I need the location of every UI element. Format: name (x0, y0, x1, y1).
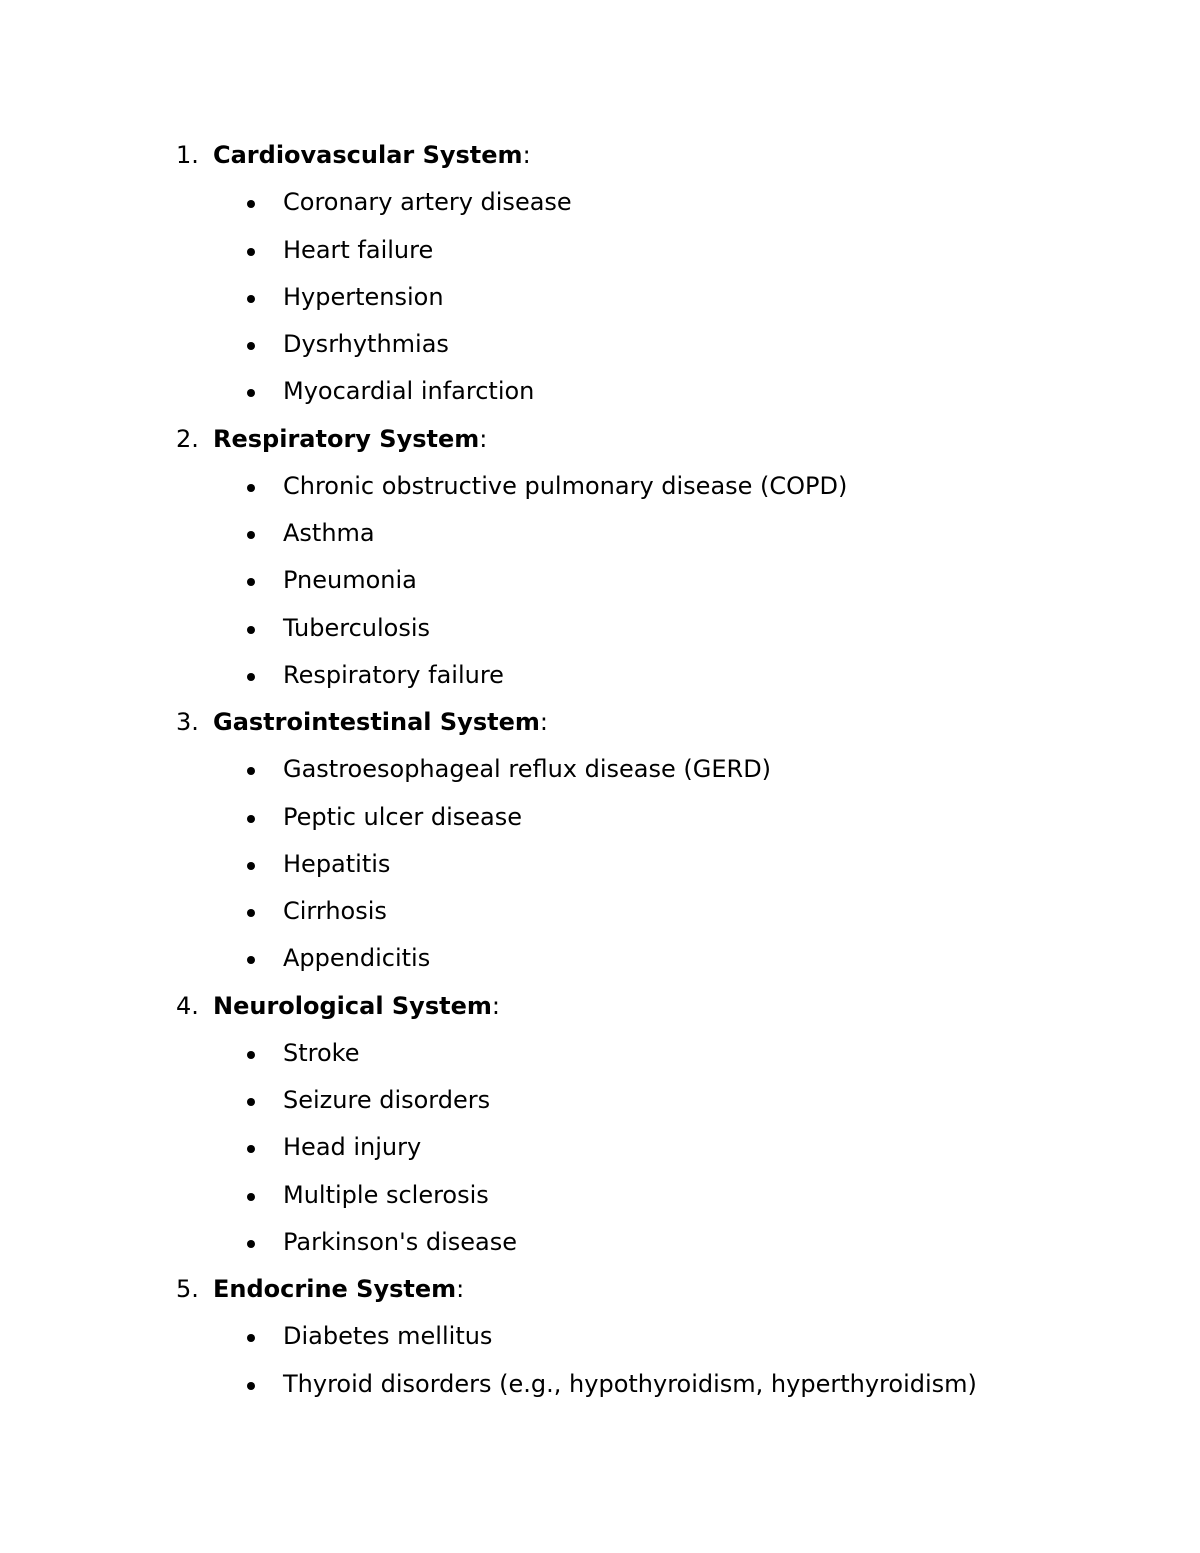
bullet-icon (247, 531, 255, 539)
bullet-icon (247, 342, 255, 350)
bullet-icon (247, 767, 255, 775)
list-item-text: Coronary artery disease (283, 188, 572, 217)
section-heading-text: Neurological System (213, 991, 492, 1020)
section-heading-line (0, 1266, 1200, 1313)
list-item (0, 794, 1200, 841)
section-heading-line (0, 416, 1200, 463)
list-item-text: Parkinson's disease (283, 1227, 518, 1256)
list-item-text: Asthma (283, 519, 375, 547)
list-item (0, 510, 1200, 557)
bullet-icon (247, 389, 255, 397)
bullet-icon (247, 1240, 255, 1248)
section-heading-text: Gastrointestinal System (213, 708, 540, 736)
section-number: 4. (176, 991, 199, 1020)
list-item-text: Peptic ulcer disease (283, 802, 523, 831)
list-item-text: Seizure disorders (283, 1086, 491, 1114)
section-heading-line (0, 132, 1200, 179)
list-item-text: Hypertension (283, 282, 444, 311)
list-item (0, 321, 1200, 368)
list-item-text: Stroke (283, 1038, 360, 1067)
bullet-icon (247, 956, 255, 964)
bullet-icon (247, 1051, 255, 1059)
bullet-icon (247, 1098, 255, 1106)
list-item-text: Gastroesophageal reflux disease (GERD) (283, 755, 772, 784)
bullet-icon (247, 248, 255, 256)
heading-colon: : (522, 141, 531, 169)
list-item-text: Chronic obstructive pulmonary disease (COPD) (283, 471, 848, 500)
section-heading-text: Endocrine System (213, 1275, 457, 1303)
section-heading-text: Respiratory System (213, 424, 480, 453)
list-item (0, 1124, 1200, 1171)
section-heading-line (0, 699, 1200, 746)
bullet-icon (247, 1193, 255, 1201)
bullet-icon (247, 295, 255, 303)
bullet-icon (247, 909, 255, 917)
heading-colon: : (456, 1275, 465, 1303)
list-item-text: Dysrhythmias (283, 330, 449, 358)
list-item (0, 368, 1200, 415)
list-item (0, 179, 1200, 226)
list-item (0, 652, 1200, 699)
list-item (0, 1361, 1200, 1408)
list-item (0, 1077, 1200, 1124)
bullet-icon (247, 815, 255, 823)
list-item (0, 935, 1200, 982)
list-item-text: Appendicitis (283, 944, 431, 973)
section-heading (213, 983, 500, 1030)
list-item-text: Tuberculosis (283, 613, 430, 642)
section-number: 5. (176, 1275, 199, 1303)
list-item-text: Diabetes mellitus (283, 1322, 493, 1351)
bullet-icon (247, 1382, 255, 1390)
section-heading (213, 699, 548, 746)
list-item-text: Pneumonia (283, 566, 417, 595)
heading-colon: : (539, 708, 548, 736)
list-item-text: Myocardial infarction (283, 377, 535, 406)
document-body (0, 132, 1200, 1408)
heading-colon: : (479, 424, 488, 453)
list-item (0, 463, 1200, 510)
list-item (0, 1030, 1200, 1077)
section-heading (213, 132, 531, 179)
list-item (0, 888, 1200, 935)
bullet-icon (247, 862, 255, 870)
section-number: 1. (176, 141, 199, 169)
list-item (0, 841, 1200, 888)
list-item-text: Head injury (283, 1133, 422, 1162)
list-item-text: Thyroid disorders (e.g., hypothyroidism, hyperthyroidism) (283, 1369, 977, 1398)
heading-colon: : (491, 991, 500, 1020)
section-heading-line (0, 983, 1200, 1030)
list-item-text: Cirrhosis (283, 897, 387, 925)
list-item-text: Multiple sclerosis (283, 1180, 489, 1209)
list-item (0, 1172, 1200, 1219)
section-heading-text: Cardiovascular System (213, 141, 523, 169)
list-item (0, 227, 1200, 274)
list-item-text: Hepatitis (283, 849, 391, 878)
list-item (0, 1313, 1200, 1360)
bullet-icon (247, 578, 255, 586)
section-number: 2. (176, 424, 199, 453)
list-item (0, 557, 1200, 604)
section-heading (213, 1266, 464, 1313)
list-item (0, 605, 1200, 652)
list-item (0, 1219, 1200, 1266)
section-number: 3. (176, 708, 199, 736)
list-item-text: Respiratory failure (283, 660, 504, 689)
list-item (0, 274, 1200, 321)
section-heading (213, 416, 487, 463)
bullet-icon (247, 673, 255, 681)
bullet-icon (247, 626, 255, 634)
bullet-icon (247, 484, 255, 492)
bullet-icon (247, 200, 255, 208)
bullet-icon (247, 1334, 255, 1342)
bullet-icon (247, 1145, 255, 1153)
list-item (0, 746, 1200, 793)
list-item-text: Heart failure (283, 235, 434, 264)
